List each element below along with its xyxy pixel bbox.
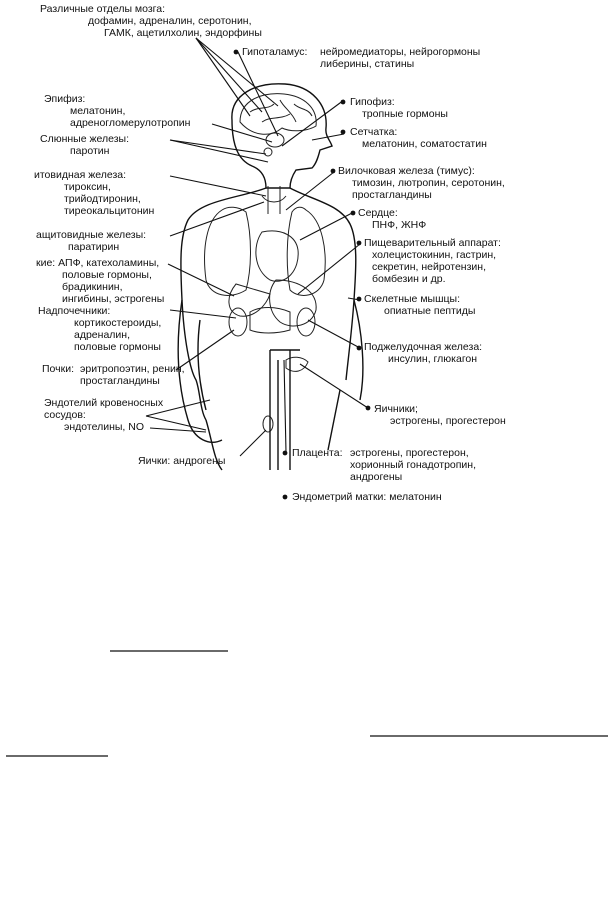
parathyroid-title: ащитовидные железы: [36, 229, 147, 241]
placenta-line-2: хорионный гонадотропин, [350, 459, 477, 471]
ovary-line-1: эстрогены, прогестерон [390, 415, 506, 427]
thyroid-line-2: трийодтиронин, [64, 193, 141, 205]
hypothalamus-line-2: либерины, статины [320, 58, 415, 70]
digestive-line-2: секретин, нейротензин, [372, 261, 486, 273]
pancreas-line-1: инсулин, глюкагон [388, 353, 478, 365]
thyroid-line-1: тироксин, [64, 181, 111, 193]
adrenal-title: Надпочечники: [38, 305, 111, 317]
endothelium-line-2: эндотелины, NO [64, 421, 144, 433]
epiphysis-line-1: мелатонин, [70, 105, 126, 117]
various-title: кие: АПФ, катехоламины, [36, 257, 160, 269]
kidney-line-1: простагландины [80, 375, 160, 387]
endometrium-label: Эндометрий матки: мелатонин [292, 491, 442, 503]
heart-line-1: ПНФ, ЖНФ [372, 219, 427, 231]
hypothalamus-line-1: нейромедиаторы, нейрогормоны [320, 46, 481, 58]
adrenal-line-3: половые гормоны [74, 341, 161, 353]
pituitary-title: Гипофиз: [350, 96, 395, 108]
muscle-line-1: опиатные пептиды [384, 305, 476, 317]
various-line-2: брадикинин, [62, 281, 123, 293]
digestive-title: Пищеварительный аппарат: [364, 237, 501, 249]
retina-title: Сетчатка: [350, 126, 398, 138]
heart-title: Сердце: [358, 207, 398, 219]
placenta-line-3: андрогены [350, 471, 403, 483]
pancreas-title: Поджелудочная железа: [364, 341, 483, 353]
placenta-line-1: эстрогены, прогестерон, [350, 447, 469, 459]
salivary-title: Слюнные железы: [40, 133, 130, 145]
salivary-line-1: паротин [70, 145, 110, 157]
pituitary-line-1: тропные гормоны [362, 108, 448, 120]
epiphysis-title: Эпифиз: [44, 93, 86, 105]
endothelium-line-1: сосудов: [44, 409, 86, 421]
endothelium-title: Эндотелий кровеносных [44, 397, 164, 409]
bullets [234, 50, 371, 500]
placenta-title: Плацента: [292, 447, 343, 459]
kidney-hormones: эритропоэтин, ренин, [80, 363, 185, 375]
various-line-3: ингибины, эстрогены [62, 293, 165, 305]
digestive-line-3: бомбезин и др. [372, 273, 446, 285]
brain-title: Различные отделы мозга: [40, 3, 166, 15]
retina-line-1: мелатонин, соматостатин [362, 138, 487, 150]
adrenal-line-1: кортикостероиды, [74, 317, 162, 329]
testes-label: Яички: андрогены [138, 455, 226, 467]
thyroid-line-3: тиреокальцитонин [64, 205, 155, 217]
brain-hormones-line-1: дофамин, адреналин, серотонин, [88, 15, 252, 27]
hypothalamus-title: Гипоталамус: [242, 46, 308, 58]
epiphysis-line-2: адреногломерулотропин [70, 117, 191, 129]
parathyroid-line-1: паратирин [68, 241, 120, 253]
adrenal-line-2: адреналин, [74, 329, 130, 341]
leader-lines [146, 38, 368, 456]
thymus-title: Вилочковая железа (тимус): [338, 165, 475, 177]
ovary-title: Яичники; [374, 403, 418, 415]
thymus-line-2: простагландины [352, 189, 432, 201]
brain-hormones-line-2: ГАМК, ацетилхолин, эндорфины [104, 27, 262, 39]
underline-fields [6, 651, 608, 756]
various-line-1: половые гормоны, [62, 269, 152, 281]
digestive-line-1: холецистокинин, гастрин, [372, 249, 497, 261]
thyroid-title: итовидная железа: [34, 169, 127, 181]
kidney-title: Почки: [42, 363, 75, 375]
muscle-title: Скелетные мышцы: [364, 293, 460, 305]
thymus-line-1: тимозин, лютропин, серотонин, [352, 177, 505, 189]
